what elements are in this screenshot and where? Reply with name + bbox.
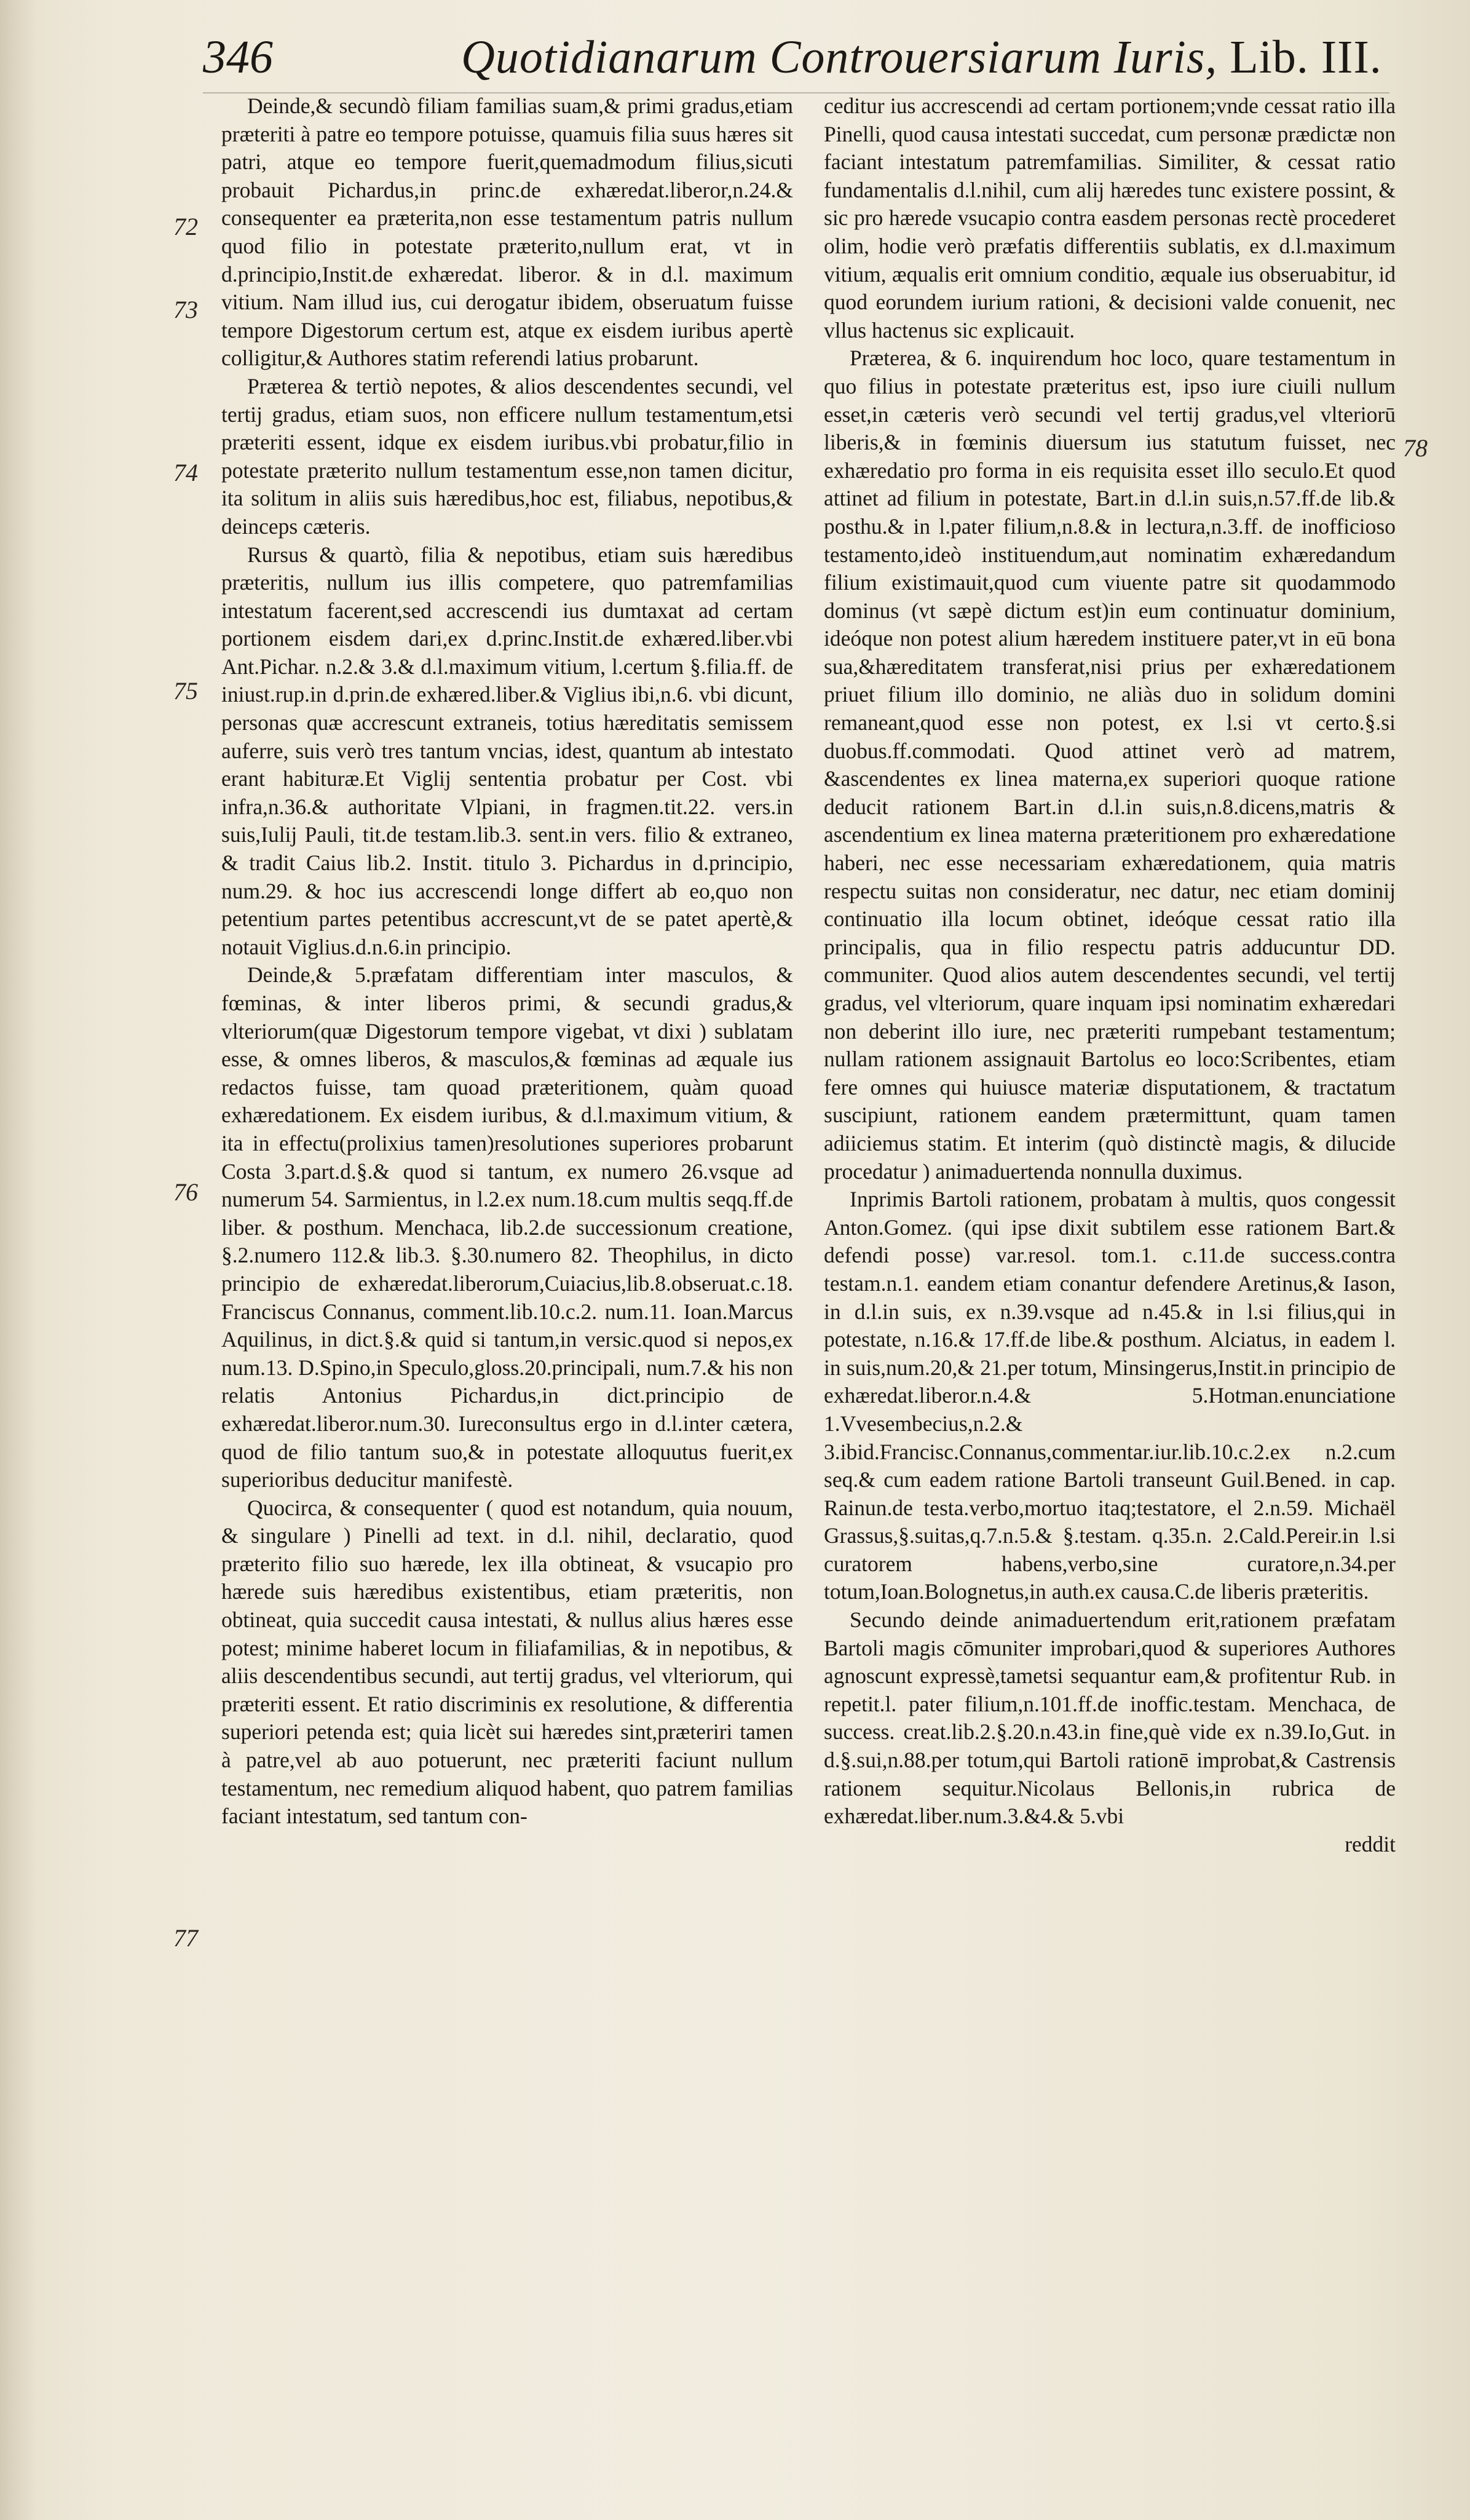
margin-number-72: 72 (173, 213, 198, 240)
paragraph: ceditur ius accrescendi ad certam portionem;vnde cessat ratio illa Pinelli, quod causa intestati succedat, cum personæ prædictæ non faciant intestatum patremfamilias. Similiter, & cessat ratio fundamentalis d.l.nihil, cum alij hæredes tunc existere possint, & sic pro hærede vsucapio contra easdem personas rectè procederet olim, hodie verò præfatis differentiis sublatis, ex d.l.maximum vitium, æqualis erit omnium conditio, æquale ius obseruabitur, id quod eorundem iurium rationi, & decisioni valde conuenit, nec vllus hactenus sic explicauit. (824, 93, 1396, 343)
paragraph: Præterea & tertiò nepotes, & alios descendentes secundi, vel tertij gradus, etiam suos, non efficere nullum testamentum,etsi præteriti essent, idque ex eisdem iuribus.vbi probatur,filio in potestate præterito nullum testamentum esse,non tamen dicitur, ita solitum in aliis suis hæredibus,hoc est, filiabus, nepotibus,& deinceps cæteris. (221, 373, 793, 539)
running-title (461, 31, 1382, 84)
book-number: Lib. III. (1230, 31, 1382, 83)
paragraph: Rursus & quartò, filia & nepotibus, etiam suis hæredibus præteritis, nullum ius illis competere, quo patremfamilias intestatum facerent,sed accrescendi ius dumtaxat ad certam portionem eisdem dari,ex d.princ.Instit.de exhæred.liber.vbi Ant.Pichar. n.2.& 3.& d.l.maximum vitium, l.certum §.filia.ff. de iniust.rup.in d.prin.de exhæred.liber.& Viglius ibi,n.6. vbi dicunt, personas quæ accrescunt extraneis, totius hæreditatis semissem auferre, suis verò tres tantum vncias, idest, quantum ab intestato erant habituræ.Et Viglij sententia probatur per Cost. vbi infra,n.36.& authoritate Vlpiani, in fragmen.tit.22. vers.in suis,Iulij Pauli, tit.de testam.lib.3. sent.in vers. filio & extraneo, & tradit Caius lib.2. Instit. titulo 3. Pichardus in d.principio, num.29. & hoc ius accrescendi longe differt ab eo,quo non petentium partes petentibus accrescunt,vt de se patet apertè,& notauit Viglius.d.n.6.in principio. (221, 542, 793, 959)
page-number: 346 (203, 31, 273, 83)
paragraph: Secundo deinde animaduertendum erit,rationem præfatam Bartoli magis cōmuniter improbari,quod & superiores Authores agnoscunt expressè,tametsi sequantur eam,& profitentur Rub. in repetit.l. pater filium,n.101.ff.de inoffic.testam. Menchaca, de success. creat.lib.2.§.20.n.43.in fine,què vide ex n.39.Io,Gut. in d.§.sui,n.88.per totum,qui Bartoli rationē improbat,& Castrensis rationem sequitur.Nicolaus Bellonis,in rubrica de exhæredat.liber.num.3.&4.& 5.vbi (824, 1607, 1396, 1829)
paragraph: Inprimis Bartoli rationem, probatam à multis, quos congessit Anton.Gomez. (qui ipse dixit subtilem esse rationem Bart.& defendi posse) var.resol. tom.1. c.11.de success.contra testam.n.1. eandem etiam conantur defendere Aretinus,& Iason, in d.l.in suis, ex n.39.vsque ad n.45.& in l.si filius,qui in potestate, n.16.& 17.ff.de libe.& posthum. Alciatus, in eadem l. in suis,num.20,& 21.per totum, Minsingerus,Instit.in principio de exhæredat.liberor.n.4.& 5.Hotman.enunciatione 1.Vvesembecius,n.2.& 3.ibid.Francisc.Connanus,commentar.iur.lib.10.c.2.ex n.2.cum seq.& cum eadem ratione Bartoli transeunt Guil.Bened. in cap. Rainun.de testa.verbo,mortuo itaq;testatore, el 2.n.59. Michaël Grassus,§.suitas,q.7.n.5.& §.testam. q.35.n. 2.Cald.Pereir.in l.si curatorem habens,verbo,sine curatore,n.34.per totum,Ioan.Bolognetus,in auth.ex causa.C.de liberis præteritis. (824, 1187, 1396, 1604)
page-header (203, 25, 1408, 92)
paragraph: Quocirca, & consequenter ( quod est notandum, quia nouum, & singulare ) Pinelli ad text. in d.l. nihil, declaratio, quod præterito filio suo hærede, lex illa obtineat, & vsucapio pro hærede suis hæredibus existentibus, etiam præteritis, non obtineat, quia succedit causa intestati, & nullus alius hæres esse potest; minime haberet locum in filiafamilias, & in nepotibus, & aliis descendentibus secundi, aut tertij gradus, vel vlteriorum, qui præteriti essent. Et ratio discriminis ex resolutione, & differentia superiori petenda est; quia licèt sui hæredes sint,præteriri tamen à patre,vel ab auo potuerunt, nec præteriti faciunt nullum testamentum, nec remedium aliquod habent, quo patrem familias faciant intestatum, sed tantum con- (221, 1495, 793, 1829)
left-column (221, 92, 793, 2503)
margin-number-76: 76 (173, 1178, 198, 1206)
right-column (824, 92, 1396, 2503)
catchword: reddit (1345, 1831, 1396, 1856)
margin-number-78: 78 (1403, 434, 1428, 462)
margin-number-77: 77 (173, 1924, 198, 1952)
paragraph: Deinde,& secundò filiam familias suam,& primi gradus,etiam præteriti à patre eo tempore potuisse, quamuis filia suus hæres sit patri, atque eo tempore fuerit,quemadmodum filius,sicuti probauit Pichardus,in princ.de exhæredat.liberor,n.24.& consequenter ea præterita,non esse testamentum patris nullum quod filio in potestate præterito,nullum erat, vt in d.principio,Instit.de exhæredat. liberor. & in d.l. maximum vitium. Nam illud ius, cui derogatur ibidem, obseruatum fuisse tempore Digestorum certum est, atque ex eisdem iuribus apertè colligitur,& Authores statim referendi latius probarunt. (221, 93, 793, 371)
running-title-text: Quotidianarum Controuersiarum Iuris, (461, 31, 1218, 83)
page-gutter-shadow (0, 0, 37, 2520)
paragraph: Deinde,& 5.præfatam differentiam inter masculos, & fœminas, & inter liberos primi, & secundi gradus,& vlteriorum(quæ Digestorum tempore vigebat, vt dixi ) sublatam esse, & omnes liberos, & masculos,& fœminas ad æquale ius redactos fuisse, tam quoad præteritionem, quàm quoad exhæredationem. Ex eisdem iuribus, & d.l.maximum vitium, & ita in effectu(prolixius tamen)resolutiones superiores probarunt Costa 3.part.d.§.& quod si tantum, ex numero 26.vsque ad numerum 54. Sarmientus, in l.2.ex num.18.cum multis seqq.ff.de liber. & posthum. Menchaca, lib.2.de successionum creatione, §.2.numero 112.& lib.3. §.30.numero 82. Theophilus, in dicto principio de exhæredat.liberorum,Cuiacius,lib.8.obseruat.c.18. Franciscus Connanus, comment.lib.10.c.2. num.11. Ioan.Marcus Aquilinus, in dict.§.& quid si tantum,in versic.quod si nepos,ex num.13. D.Spino,in Speculo,gloss.20.principali, num.7.& his non relatis Antonius Pichardus,in dict.principio de exhæredat.liberor.num.30. Iureconsultus ergo in d.l.inter cætera, quod de filio tantum suo,& in potestate alloquutus fuerit,ex superioribus deducitur manifestè. (221, 962, 793, 1492)
margin-number-74: 74 (173, 459, 198, 486)
margin-number-73: 73 (173, 296, 198, 323)
margin-number-75: 75 (173, 677, 198, 705)
paragraph: Præterea, & 6. inquirendum hoc loco, quare testamentum in quo filius in potestate præteritus est, ipso iure ciuili nullum esset,in cæteris verò secundi vel tertij gradus,vel vlteriorū liberis,& in fœminis diuersum ius statutum fuisset, nec exhæredatio pro forma in eis requisita esset illo seculo.Et quod attinet ad filium in potestate, Bart.in d.l.in suis,n.57.ff.de lib.& posthu.& in l.pater filium,n.8.& in lectura,n.3.ff. de inofficioso testamento,ideò instituendum,aut nominatim exhæredandum filium existimauit,quod cum viuente patre sit quodammodo dominus (vt sæpè dictum est)in eum continuatur dominium, ideóque non potest alium hæredem instituere pater,vt in eū bona sua,&hæreditatem transferat,nisi prius per exhæredationem priuet filium illo dominio, ne aliàs duo in solidum domini remaneant,quod esse non potest, ex l.si vt certo.§.si duobus.ff.commodati. Quod attinet verò ad matrem, &ascendentes ex linea materna,ex superiori quoque ratione deducit rationem Bart.in d.l.in suis,n.8.dicens,matris & ascendentium ex linea materna præteritionem pro exhæredatione haberi, nec esse necessariam exhæredationem, quia matris respectu suitas non consideratur, nec datur, nec etiam dominij continuatio illa locum obtinet, ideóque cessat ratio illa principalis, qua in filio respectu patris adducuntur DD. communiter. Quod alios autem descendentes secundi, vel tertij gradus, vel vlteriorum, quare inquam ipsi nominatim exhæredari non deberint illo iure, nec præteriti rumpebant testamentum; nullam rationem assignauit Bartolus eo loco:Scribentes, etiam fere omnes qui huiusce materiæ disputationem, & tractatum suscipiunt, rationem eandem prætermittunt, quam tamen adiiciemus statim. Et interim (quò distinctè magis, & dilucide procedatur ) animaduertenda nonnulla duximus. (824, 346, 1396, 1184)
